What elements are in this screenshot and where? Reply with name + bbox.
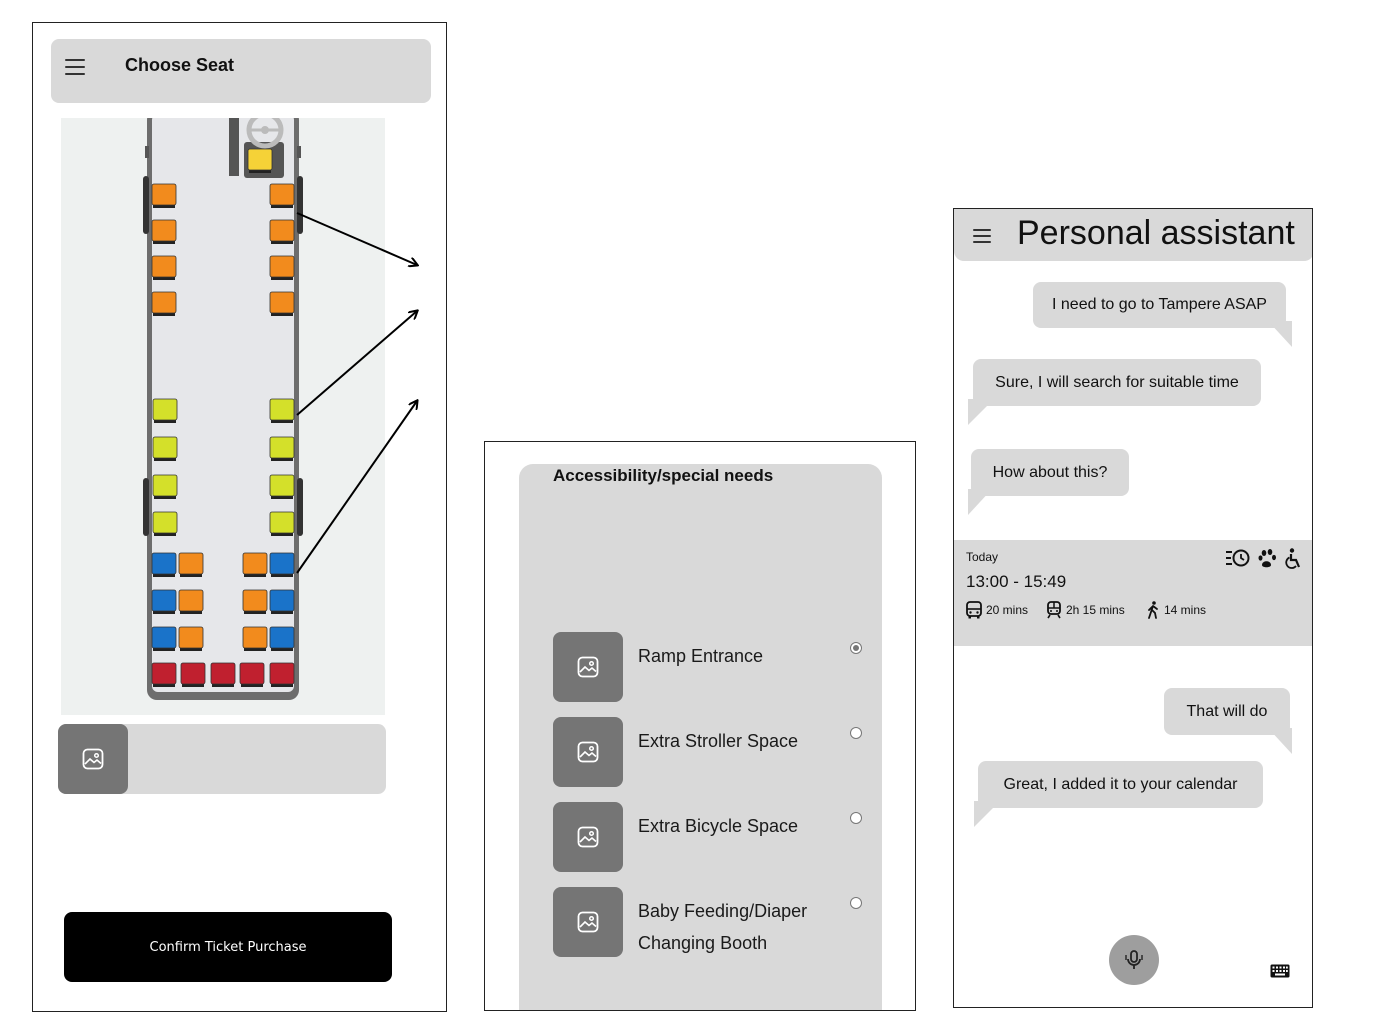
bubble-tail xyxy=(1268,728,1292,754)
mic-button[interactable] xyxy=(1109,935,1159,985)
image-icon xyxy=(553,802,623,872)
trip-suggestion-card[interactable] xyxy=(954,540,1313,646)
radio-button[interactable] xyxy=(850,727,862,739)
arrow-orange xyxy=(297,213,417,265)
trip-day: Today xyxy=(966,550,999,564)
segment-duration: 14 mins xyxy=(1164,603,1207,617)
confirm-ticket-button[interactable]: Confirm Ticket Purchase xyxy=(64,912,392,982)
keyboard-icon[interactable] xyxy=(1270,964,1290,983)
section-heading: Accessibility/special needs xyxy=(553,466,774,485)
option-label: Extra Bicycle Space xyxy=(638,816,799,836)
radio-button[interactable] xyxy=(850,812,862,824)
bubble-tail xyxy=(968,399,994,425)
option-extra-stroller-space[interactable] xyxy=(553,717,863,787)
chat-bubble-assistant xyxy=(971,449,1129,496)
segment-duration: 20 mins xyxy=(986,603,1029,617)
bubble-tail xyxy=(974,801,1000,827)
app-bar xyxy=(954,209,1313,261)
option-ramp-entrance[interactable] xyxy=(553,632,863,702)
trip-segment-bus xyxy=(965,600,1028,620)
seat-arrows xyxy=(33,23,447,723)
bus-icon xyxy=(965,601,983,619)
radio-button[interactable] xyxy=(850,642,862,654)
message-text: That will do xyxy=(1186,702,1268,720)
trip-segment-walk xyxy=(1145,600,1206,620)
bubble-tail xyxy=(1268,321,1292,347)
choose-seat-screen xyxy=(32,22,447,1012)
message-text: I need to go to Tampere ASAP xyxy=(1052,296,1267,313)
image-icon xyxy=(58,724,128,794)
schedule-icon xyxy=(1226,548,1250,570)
radio-button[interactable] xyxy=(850,897,862,909)
seat-info-card[interactable] xyxy=(58,724,386,794)
message-text: Great, I added it to your calendar xyxy=(1003,775,1238,793)
option-label: Baby Feeding/Diaper Changing Booth xyxy=(638,901,808,953)
segment-duration: 2h 15 mins xyxy=(1066,603,1125,617)
option-baby-feeding-booth[interactable] xyxy=(553,887,863,957)
chat-bubble-assistant xyxy=(973,359,1261,406)
walk-icon xyxy=(1145,601,1161,619)
message-text: Sure, I will search for suitable time xyxy=(995,373,1239,391)
option-label: Ramp Entrance xyxy=(638,646,764,666)
bubble-tail xyxy=(968,489,992,515)
option-label: Extra Stroller Space xyxy=(638,731,799,751)
personal-assistant-screen xyxy=(953,208,1313,1008)
image-icon xyxy=(553,632,623,702)
message-text: How about this? xyxy=(992,463,1108,481)
pets-icon xyxy=(1258,548,1280,570)
accessible-icon xyxy=(1285,548,1305,570)
hamburger-icon[interactable] xyxy=(973,229,991,245)
accessibility-screen xyxy=(484,441,916,1011)
mic-icon xyxy=(1123,949,1145,971)
chat-bubble-user xyxy=(1033,282,1286,328)
image-icon xyxy=(553,887,623,957)
trip-segment-train xyxy=(1045,600,1125,620)
image-icon xyxy=(553,717,623,787)
chat-bubble-assistant xyxy=(978,761,1263,808)
arrow-lime xyxy=(297,311,417,415)
accessibility-panel xyxy=(519,464,882,1011)
arrow-blue xyxy=(297,401,417,573)
option-extra-bicycle-space[interactable] xyxy=(553,802,863,872)
page-title: Personal assistant xyxy=(1017,214,1295,252)
page-title: Choose Seat xyxy=(125,55,235,75)
train-icon xyxy=(1045,601,1063,619)
trip-time: 13:00 - 15:49 xyxy=(966,572,1067,591)
